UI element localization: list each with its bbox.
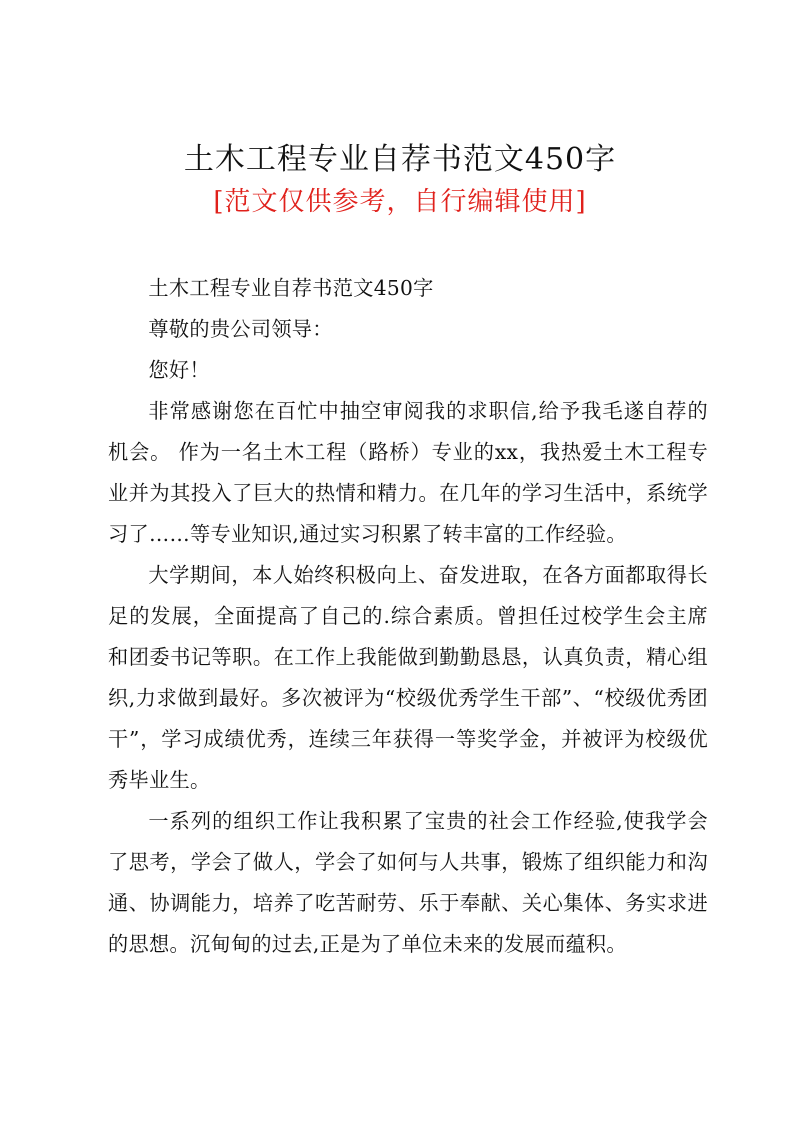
paragraph-greeting: 您好！ xyxy=(148,358,210,382)
document-body xyxy=(108,268,708,965)
paragraph-heading: 土木工程专业自荐书范文450字 xyxy=(148,276,434,300)
paragraph-salutation: 尊敬的贵公司领导： xyxy=(148,317,333,341)
document-subtitle: [范文仅供参考，自行编辑使用] xyxy=(213,187,587,217)
paragraph-experience: 一系列的组织工作让我积累了宝贵的社会工作经验,使我学会了思考，学会了做人，学会了如何与人共事，锻炼了组织能力和沟通、协调能力，培养了吃苦耐劳、乐于奉献、关心集体、务实求进的思想。沉甸甸的过去,正是为了单位未来的发展而蕴积。 xyxy=(108,809,708,956)
document-title: 土木工程专业自荐书范文450字 xyxy=(183,142,617,177)
paragraph-introduction: 非常感谢您在百忙中抽空审阅我的求职信,给予我毛遂自荐的机会。 作为一名土木工程（路桥）专业的xx，我热爱土木工程专业并为其投入了巨大的热情和精力。在几年的学习生活中，系统学习了……等专业知识,通过实习积累了转丰富的工作经验。 xyxy=(108,399,708,546)
paragraph-university: 大学期间，本人始终积极向上、奋发进取，在各方面都取得长足的发展，全面提高了自己的.综合素质。曾担任过校学生会主席和团委书记等职。在工作上我能做到勤勤恳恳，认真负责，精心组织,力求做到最好。多次被评为“校级优秀学生干部”、“校级优秀团干”，学习成绩优秀，连续三年获得一等奖学金，并被评为校级优秀毕业生。 xyxy=(108,563,708,792)
